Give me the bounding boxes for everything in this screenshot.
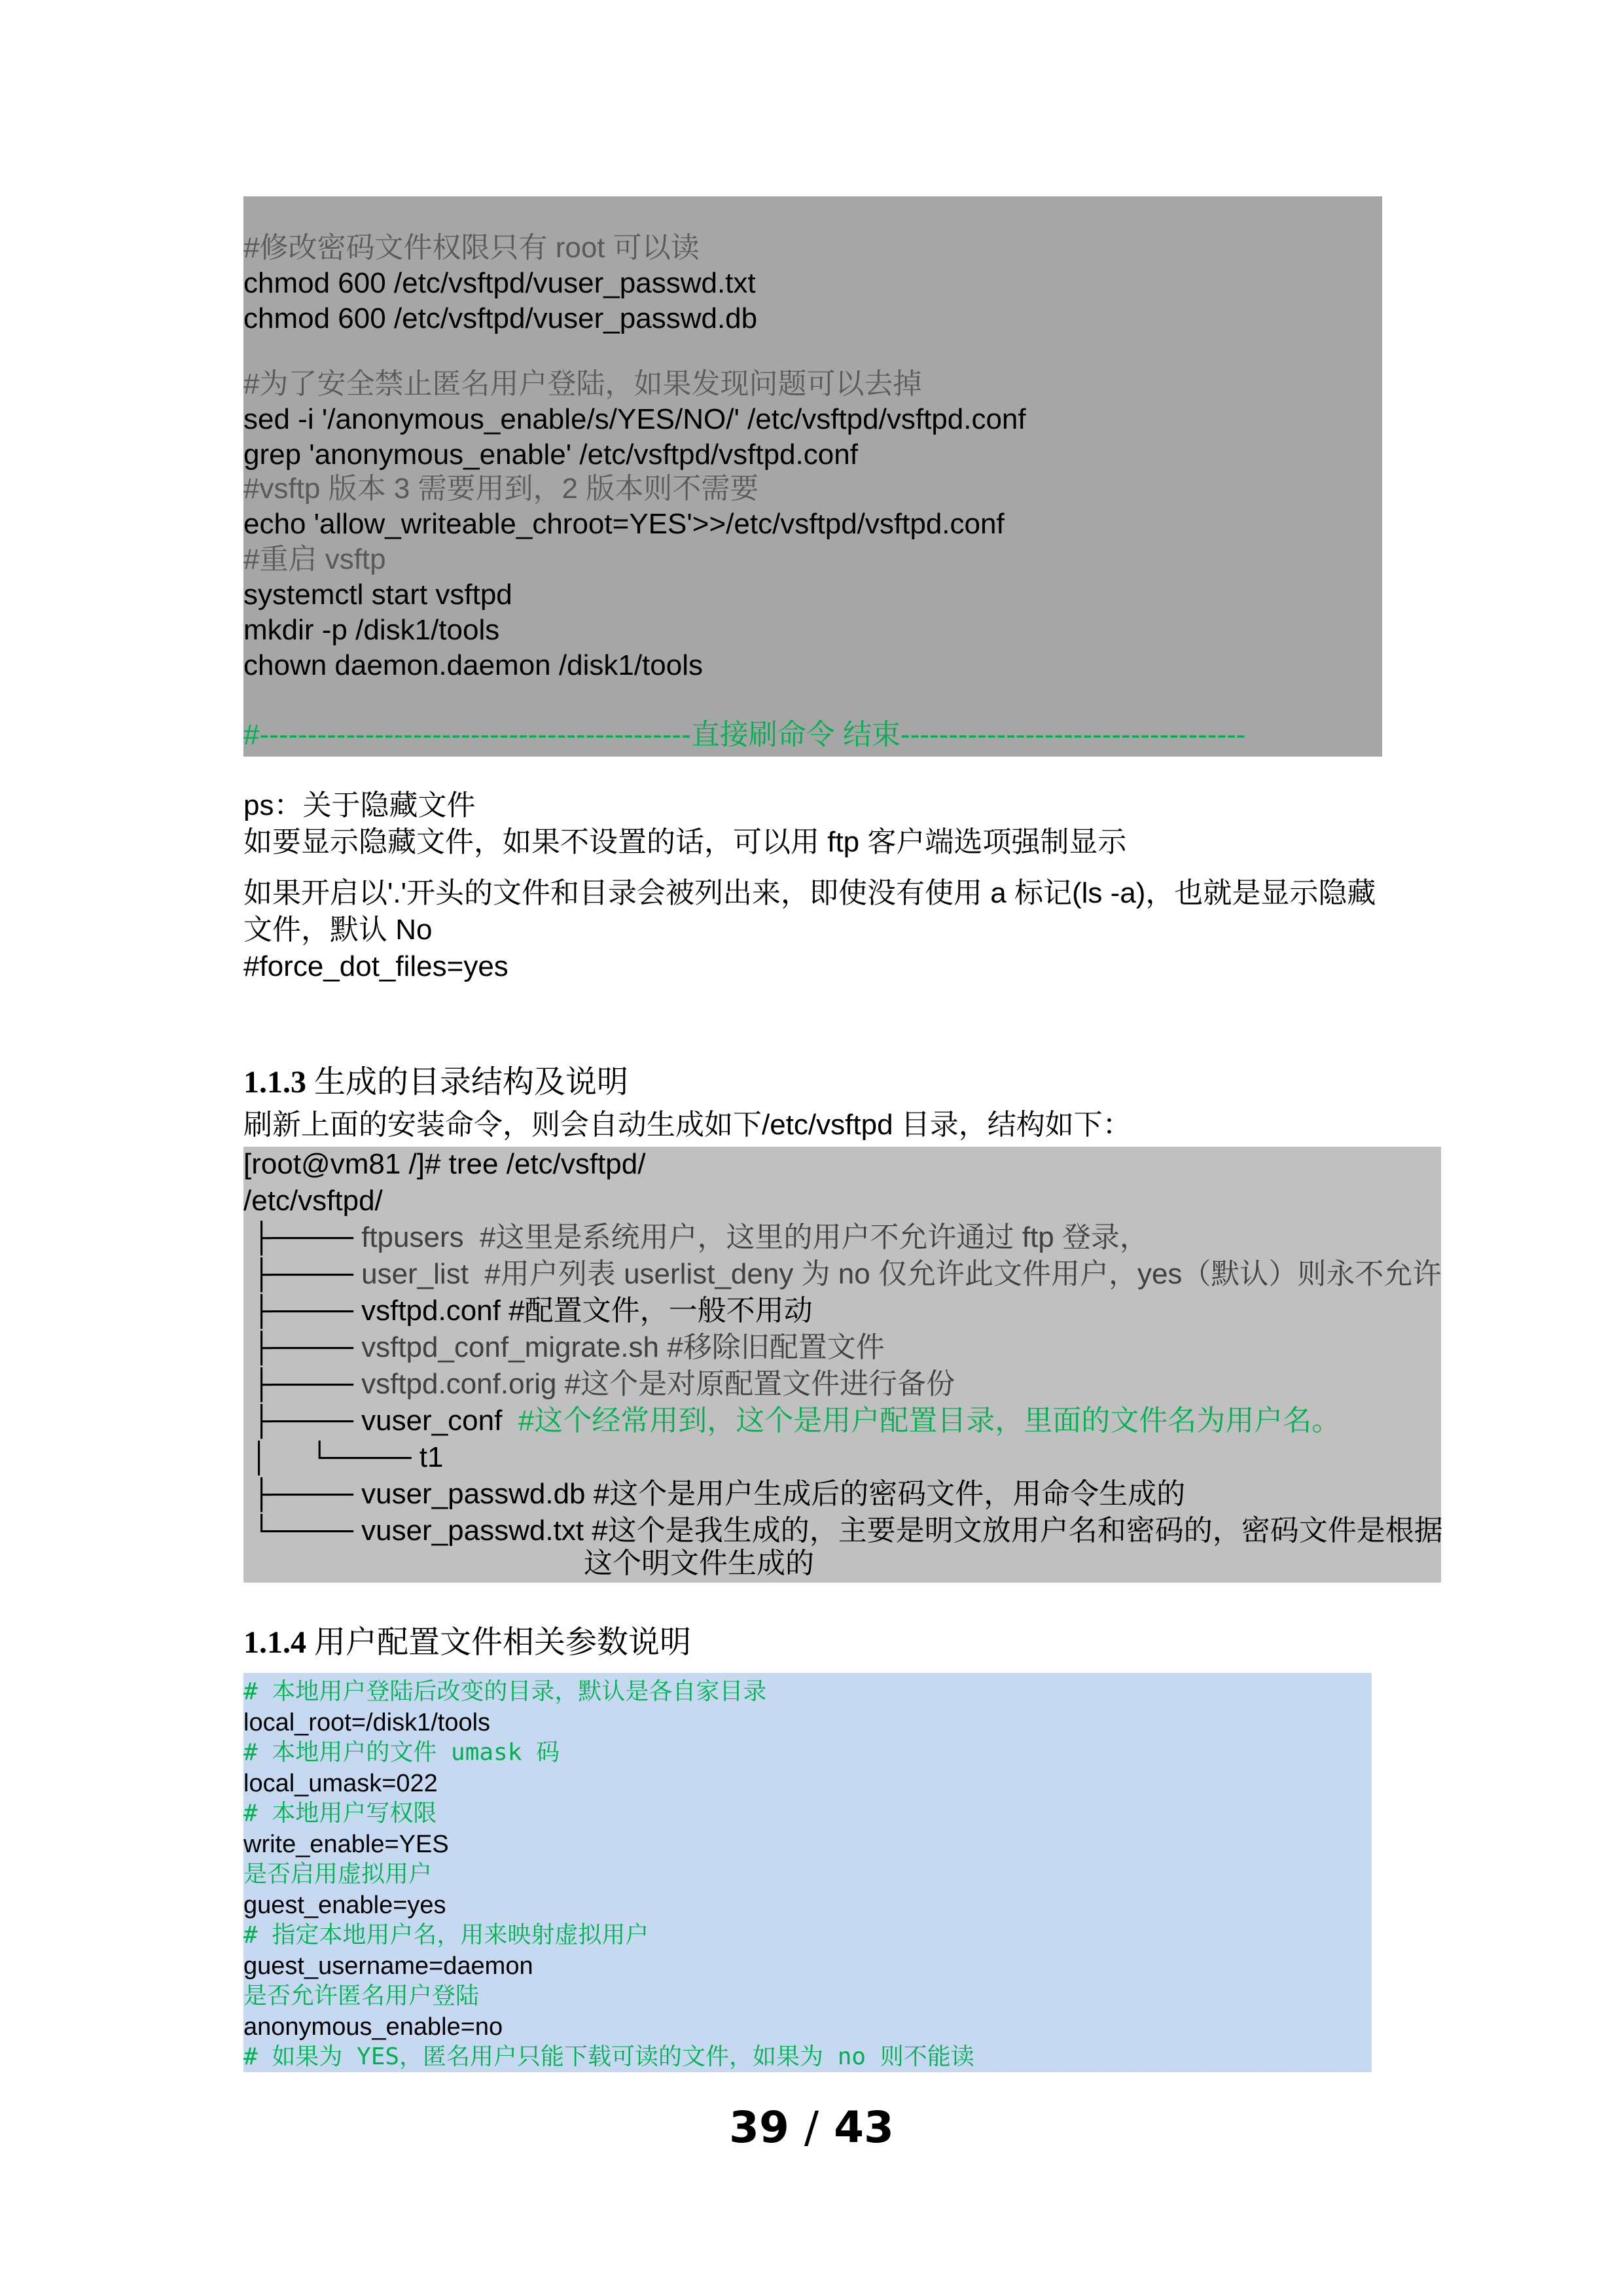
config-setting: local_root=/disk1/tools [243,1709,491,1736]
section-heading-114 [243,1617,691,1662]
tree-entry-comment: #这个是用户生成后的密码文件，用命令生成的 [585,1478,1186,1510]
note-line: 如要显示隐藏文件，如果不设置的话，可以用 ftp 客户端选项强制显示 [243,826,1127,858]
page-separator: / [804,2102,819,2153]
tree-entry-comment: #这个是我生成的，主要是明文放用户名和密码的，密码文件是根据 [584,1515,1443,1547]
tree-entry-name: t1 [419,1441,444,1473]
tree-line [251,1330,885,1365]
code-line: #vsftp 版本 3 需要用到，2 版本则不需要 [243,473,759,505]
code-line: #重启 vsftp [243,543,386,575]
config-setting: guest_username=daemon [243,1952,533,1980]
tree-line [243,1147,645,1182]
config-comment: # 本地用户写权限 [243,1800,437,1827]
tree-entry-name: vsftpd.conf [361,1295,501,1327]
tree-entry-name: vsftpd_conf_migrate.sh [361,1331,660,1363]
config-comment: 是否允许匿名用户登陆 [243,1982,480,2009]
section-number: 1.1.3 [243,1065,306,1100]
tree-entry-name: /etc/vsftpd/ [243,1185,383,1217]
tree-entry-name: vuser_passwd.txt [361,1515,584,1547]
note-line: 文件，默认 No [243,914,433,946]
tree-branch: └──── [251,1515,362,1547]
code-line: chmod 600 /etc/vsftpd/vuser_passwd.db [243,302,758,334]
tree-entry-name: user_list [361,1258,469,1290]
code-line: #---------------------------------------------直接刷命令 结束------------------------------------ [243,719,1246,751]
tree-branch: ├──── [251,1221,362,1253]
tree-entry-name: vsftpd.conf.orig [361,1368,557,1400]
tree-line [251,1367,955,1402]
tree-branch: ├──── [251,1331,362,1363]
note-line: ps：关于隐藏文件 [243,789,476,821]
tree-branch: ├──── [251,1295,362,1327]
note-line: #force_dot_files=yes [243,950,508,982]
tree-entry-name: vuser_conf [361,1405,503,1437]
tree-entry-name: ftpusers [361,1221,464,1253]
tree-branch: ├──── [251,1258,362,1290]
tree-entry-name: [root@vm81 /]# tree /etc/vsftpd/ [243,1148,646,1180]
note-line: 如果开启以'.'开头的文件和目录会被列出来，即使没有使用 a 标记(ls -a)，也就是显示隐藏 [243,877,1376,909]
tree-line [251,1293,813,1329]
config-comment: 是否启用虚拟用户 [243,1861,433,1888]
code-line: mkdir -p /disk1/tools [243,614,500,646]
config-comment: # 本地用户登陆后改变的目录，默认是各自家目录 [243,1678,767,1705]
tree-entry-comment: #这个经常用到，这个是用户配置目录，里面的文件名为用户名。 [502,1405,1341,1437]
page-total: 43 [834,2102,894,2153]
section-number: 1.1.4 [243,1625,306,1660]
code-line: #为了安全禁止匿名用户登陆，如果发现问题可以去掉 [243,368,922,400]
page-current: 39 [729,2102,789,2153]
code-line: #修改密码文件权限只有 root 可以读 [243,232,700,264]
tree-entry-name: vuser_passwd.db [361,1478,586,1510]
code-line: systemctl start vsftpd [243,579,512,611]
page-number [0,2102,1623,2153]
tree-entry-comment: #用户列表 userlist_deny 为 no 仅允许此文件用户，yes（默认）则永不允许 [468,1258,1442,1290]
tree-line [251,1513,1443,1549]
section-title: 用户配置文件相关参数说明 [314,1625,692,1660]
code-line: sed -i '/anonymous_enable/s/YES/NO/' /etc/vsftpd/vsftpd.conf [243,403,1026,435]
tree-branch: ├──── [251,1368,362,1400]
tree-line [251,1220,1149,1255]
code-line: chmod 600 /etc/vsftpd/vuser_passwd.txt [243,267,756,299]
section-title: 生成的目录结构及说明 [314,1065,629,1100]
tree-entry-comment: #这里是系统用户，这里的用户不允许通过 ftp 登录， [463,1221,1149,1253]
config-comment: # 如果为 YES，匿名用户只能下载可读的文件，如果为 no 则不能读 [243,2043,974,2070]
tree-branch: │ └──── [251,1441,419,1473]
code-line: echo 'allow_writeable_chroot=YES'>>/etc/vsftpd/vsftpd.conf [243,508,1005,540]
code-line: grep 'anonymous_enable' /etc/vsftpd/vsftpd.conf [243,439,858,471]
config-comment: # 指定本地用户名，用来映射虚拟用户 [243,1922,649,1948]
tree-line [251,1477,1185,1512]
config-comment: # 本地用户的文件 umask 码 [243,1739,560,1766]
tree-line [243,1183,383,1219]
config-setting: guest_enable=yes [243,1892,446,1919]
tree-branch: ├──── [251,1478,362,1510]
tree-continuation-text: 这个明文件生成的 [584,1547,814,1579]
tree-line [251,1440,443,1475]
code-line: chown daemon.daemon /disk1/tools [243,649,703,681]
tree-entry-comment: #移除旧配置文件 [659,1331,885,1363]
config-setting: anonymous_enable=no [243,2013,503,2041]
config-setting: write_enable=YES [243,1831,449,1858]
tree-entry-comment: #配置文件，一般不用动 [500,1295,813,1327]
section-heading-113 [243,1056,628,1102]
tree-entry-comment: #这个是对原配置文件进行备份 [556,1368,955,1400]
tree-line [251,1403,1340,1439]
tree-intro-text: 刷新上面的安装命令，则会自动生成如下/etc/vsftpd 目录，结构如下： [243,1109,1132,1141]
config-setting: local_umask=022 [243,1770,438,1797]
tree-branch: ├──── [251,1405,362,1437]
tree-line [251,1257,1441,1292]
